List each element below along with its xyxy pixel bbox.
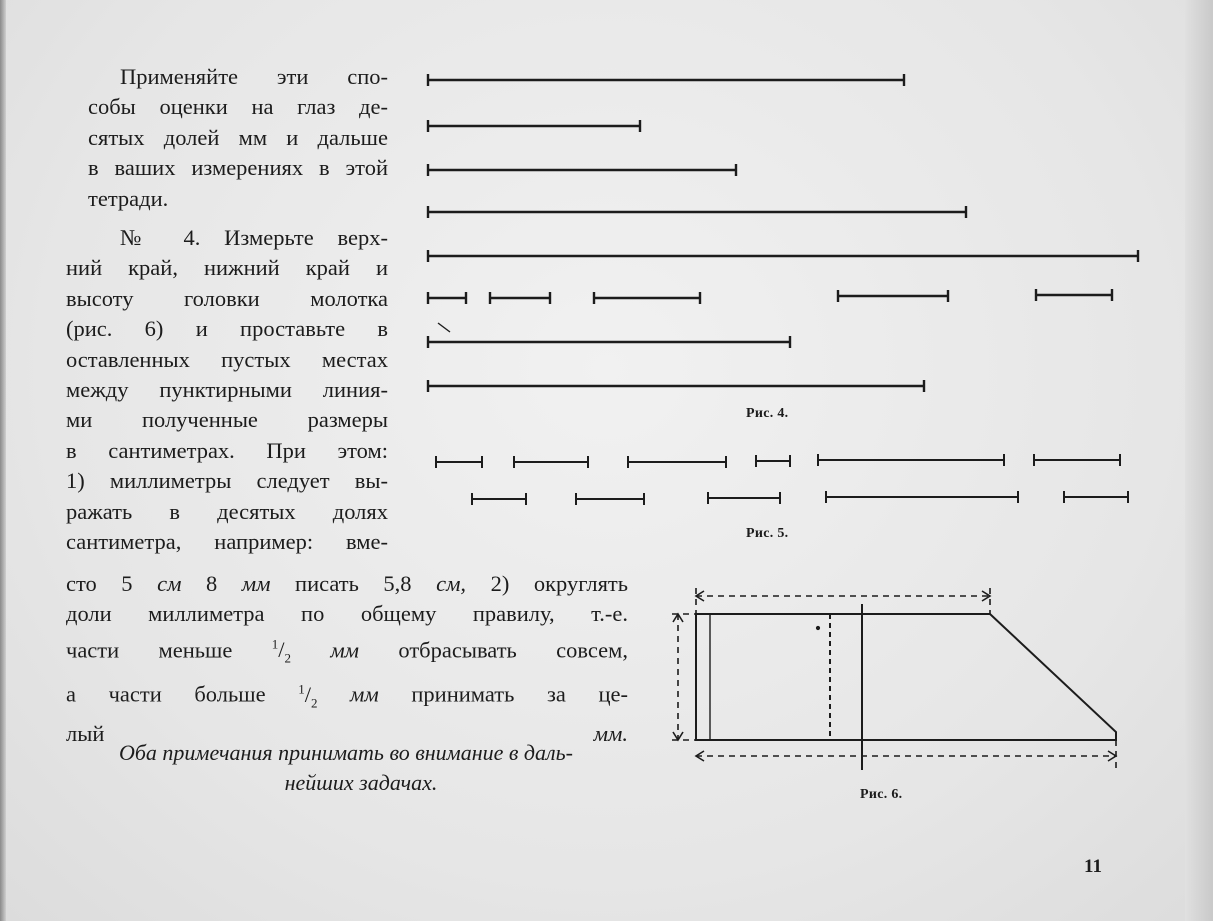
p1-line-2: собы оценки на глаз де- [88,94,388,120]
fig6-outline [696,614,1116,740]
fig4-segment-1 [428,74,904,86]
fig4-segment-6a [428,292,466,304]
p3-line-2: доли миллиметра по общему правилу, т.-е. [66,601,628,627]
caption-fig6: Рис. 6. [860,787,903,802]
fig5-row1-seg6 [1034,454,1120,466]
p2-line-7: ми полученные размеры [66,407,388,433]
fig4-segments [428,74,1138,392]
fig4-segment-4 [428,206,966,218]
fig4-segment-6c [594,292,700,304]
fig4-segment-8 [428,380,924,392]
caption-fig4: Рис. 4. [746,406,789,421]
p2-line-3: высоту головки молотка [66,285,388,311]
p3-line-1: сто 5 см 8 мм писать 5,8 см, 2) округлять [66,571,629,596]
fig5-row1-seg4 [756,455,790,467]
p2-line-8: в сантиметрах. При этом: [66,437,388,463]
p2-line-11: сантиметра, например: вме- [66,529,388,555]
fig5-row1-seg3 [628,456,726,468]
fig6-dimension-lines [672,588,1116,770]
p1-line-5: тетради. [88,185,169,211]
fig5-row1-seg1 [436,456,482,468]
fraction-half: $^1/_2$ [298,681,318,711]
note-line-2: нейших задачах. [284,770,438,795]
caption-fig5: Рис. 5. [746,526,789,541]
fig4-segment-6b [490,292,550,304]
fig4-segment-6e [1036,289,1112,301]
fig4-segment-2 [428,120,640,132]
p3-line-4: а части больше $^1/_2$ мм принимать за це- [66,681,628,711]
fig5-row1-seg2 [514,456,588,468]
fig4-segment-5 [428,250,1138,262]
note-line-1: Оба примечания принимать во внимание в даль- [118,740,573,765]
p2-line-1: № 4. Измерьте верх- [120,225,388,250]
p1-line-1: Применяйте эти спо- [120,64,388,89]
fig6-hammer-head [696,604,1116,770]
fig4-segment-6d [838,290,948,302]
page-number: 11 [1084,856,1102,877]
p1-line-3: сятых долей мм и дальше [88,124,388,150]
fig5-row2-seg2 [576,493,644,505]
fig4-segment-3 [428,164,736,176]
p2-line-9: 1) миллиметры следует вы- [66,468,388,494]
p2-line-6: между пунктирными линия- [66,377,388,403]
fig6-arrowheads [673,591,1116,761]
p1-line-4: в ваших измерениях в этой [88,155,388,181]
fig4-segment-7 [428,336,790,348]
p3-line-3: части меньше $^1/_2$ мм отбрасывать совсем, [66,636,628,666]
stray-mark [438,323,450,332]
fig5-segments [436,454,1128,505]
fraction-half: $^1/_2$ [271,636,291,666]
fig5-row2-seg3 [708,492,780,504]
p2-line-4: (рис. 6) и проставьте в [66,316,388,342]
p2-line-2: ний край, нижний край и [66,255,388,281]
fig5-row2-seg5 [1064,491,1128,503]
fig5-row1-seg5 [818,454,1004,466]
p2-line-10: ражать в десятых долях [66,498,388,524]
p2-line-5: оставленных пустых местах [66,346,388,372]
fig5-row2-seg4 [826,491,1018,503]
p3-line-5: лый мм. [66,720,628,746]
fig6-dot [816,626,819,629]
fig5-row2-seg1 [472,493,526,505]
